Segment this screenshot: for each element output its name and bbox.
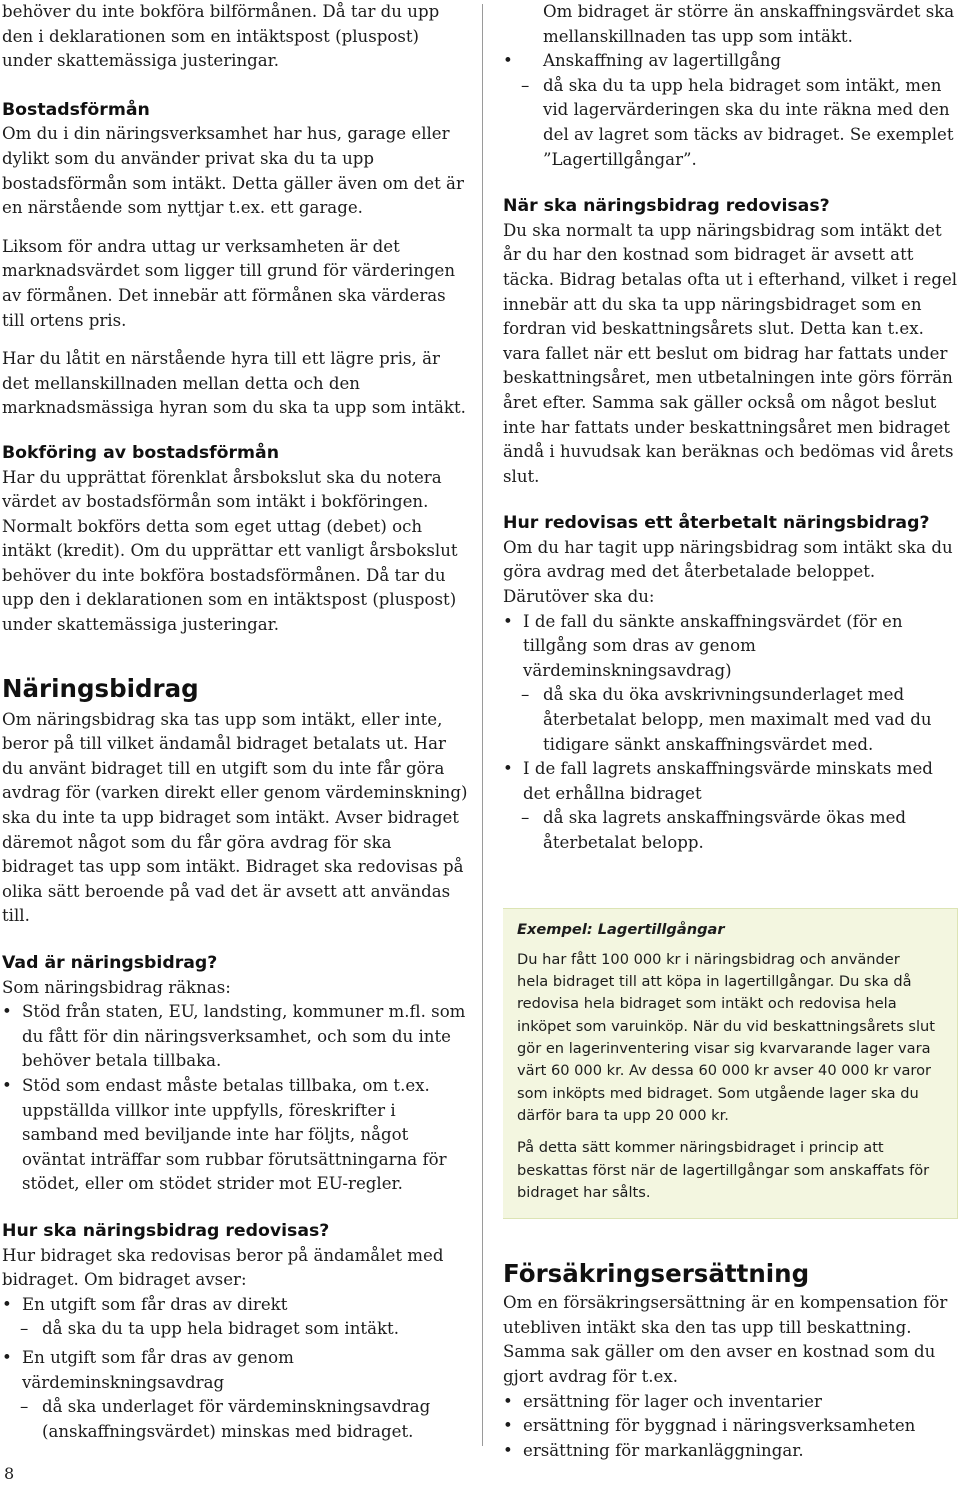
list-item: • ersättning för markanläggningar. (503, 1439, 958, 1464)
list-item: • Stöd från staten, EU, landsting, kommuner m.fl. som du fått för din näringsverksamhet, och som du inte behöver betala tillbaka. (2, 1000, 468, 1074)
list-item (503, 610, 958, 758)
paragraph: Om du i din näringsverksamhet har hus, garage eller dylikt som du använder privat ska du ta upp bostadsförmån som intäkt. Detta gäller även om det är en närstående som nyttjar t.ex. ett garage. (2, 124, 464, 218)
paragraph: Hur bidraget ska redovisas beror på ändamålet med bidraget. Om bidraget avser: (2, 1245, 444, 1290)
list-item-text: En utgift som får dras av direkt (22, 1294, 288, 1314)
heading-bostadsforman: Bostadsförmån (2, 99, 150, 120)
bullet-list (503, 1390, 958, 1464)
list-item (503, 49, 958, 172)
example-title: Exempel: Lagertillgångar (517, 920, 725, 938)
dash-item: – då ska du öka avskrivningsunderlaget med återbetalat belopp, men maximalt med vad du tidigare sänkt anskaffningsvärdet med. (503, 683, 958, 757)
dash-item: – då ska du ta upp hela bidraget som intäkt. (2, 1317, 468, 1342)
heading-bokforing: Bokföring av bostadsförmån (2, 442, 279, 463)
paragraph: behöver du inte bokföra bilförmånen. Då tar du upp den i deklarationen som en intäktspost (pluspost) under skattemässiga justeringar. (2, 2, 440, 71)
paragraph: Om bidraget är större än anskaffningsvärdet ska mellanskillnaden tas upp som intäkt. (543, 2, 955, 46)
example-paragraph: Du har fått 100 000 kr i näringsbidrag och använder hela bidraget till att köpa in lagertillgångar. Du ska då redovisa hela bidraget som intäkt och redovisa hela inköpet som varuinköp. När du vid beskattningsårets slut gör en lagerinventering visar sig kvarvarande lager vara värt 60 000 kr. Av dessa 60 000 kr avser 40 000 kr varor som inköpts med bidraget. Som utgående lager ska du därför bara ta upp 20 000 kr. (517, 950, 935, 1124)
paragraph: Om du har tagit upp näringsbidrag som intäkt ska du göra avdrag med det återbetalade beloppet. Därutöver ska du: (503, 537, 953, 607)
heading-aterbetalt: Hur redovisas ett återbetalt näringsbidrag? (503, 513, 930, 534)
paragraph: Har du upprättat förenklat årsbokslut ska du notera värdet av bostadsförmån som intäkt i bokföringen. Normalt bokförs detta som eget uttag (debet) och intäkt (kredit). Om du upprättar ett vanligt årsbokslut behöver du inte bokföra bostadsförmånen. Då tar du upp den i deklarationen som en intäktspost (pluspost) under skattemässiga justeringar. (2, 467, 458, 635)
list-item (503, 757, 958, 855)
list-item-text: I de fall lagrets anskaffningsvärde minskats med det erhållna bidraget (523, 759, 933, 803)
dash-item: – då ska du ta upp hela bidraget som intäkt, men vid lagervärderingen ska du inte räkna med den del av lagret som täcks av bidraget. Se exemplet ”Lagertillgångar”. (503, 74, 958, 172)
paragraph: Har du låtit en närstående hyra till ett lägre pris, är det mellanskillnaden mellan detta och den marknadsmässiga hyran som du ska ta upp som intäkt. (2, 349, 466, 418)
paragraph: Liksom för andra uttag ur verksamheten är det marknadsvärdet som ligger till grund för värderingen av förmånen. Det innebär att förmånen ska värderas till ortens pris. (2, 236, 456, 330)
column-divider (482, 4, 483, 1446)
heading-vad-ar-naringsbidrag: Vad är näringsbidrag? (2, 953, 218, 973)
example-paragraph: På detta sätt kommer näringsbidraget i princip att beskattas först när de lagertillgångar som anskaffats för bidraget har sålts. (517, 1139, 930, 1201)
page-number: 8 (4, 1464, 15, 1483)
example-box (503, 908, 958, 1220)
list-item (2, 1346, 468, 1444)
list-item-text: I de fall du sänkte anskaffningsvärdet (för en tillgång som dras av genom värdeminskningsavdrag) (523, 611, 903, 680)
bullet-list (503, 49, 958, 172)
right-column (503, 0, 958, 1463)
list-item: • ersättning för lager och inventarier (503, 1390, 958, 1415)
dash-item: – då ska underlaget för värdeminskningsavdrag (anskaffningsvärdet) minskas med bidraget. (2, 1395, 468, 1444)
paragraph: Om näringsbidrag ska tas upp som intäkt, eller inte, beror på till vilket ändamål bidraget betalats ut. Har du använt bidraget till en utgift som du inte får göra avdrag för (varken direkt eller genom värdeminskning) ska du inte ta upp bidraget som intäkt. Avser bidraget däremot något som du får göra avdrag för ska bidraget tas upp som intäkt. Bidraget ska redovisas på olika sätt beroende på vad det är avsett att användas till. (2, 709, 468, 926)
bullet-list (2, 1000, 468, 1197)
list-item: • ersättning för byggnad i näringsverksamheten (503, 1414, 958, 1439)
list-item (2, 1293, 468, 1342)
paragraph: Som näringsbidrag räknas: (2, 977, 231, 997)
paragraph: Om en försäkringsersättning är en kompensation för utebliven intäkt ska den tas upp till beskattning. Samma sak gäller om den avser en kostnad som du gjort avdrag för t.ex. (503, 1293, 948, 1386)
dash-item: – då ska lagrets anskaffningsvärde ökas med återbetalat belopp. (503, 806, 958, 855)
left-column (2, 0, 468, 1444)
heading-naringsbidrag: Näringsbidrag (2, 673, 199, 703)
heading-nar-redovisas: När ska näringsbidrag redovisas? (503, 196, 830, 217)
list-item-text: En utgift som får dras av genom värdeminskningsavdrag (22, 1347, 294, 1392)
list-item-text: Anskaffning av lagertillgång (543, 51, 782, 71)
bullet-list (2, 1293, 468, 1445)
heading-hur-redovisas: Hur ska näringsbidrag redovisas? (2, 1220, 330, 1241)
list-item: • Stöd som endast måste betalas tillbaka, om t.ex. uppställda villkor inte uppfylls, föreskrifter i samband med beviljande inte har följts, något oväntat inträffar som rubbar förutsättningarna för stödet, eller om stödet strider mot EU-regler. (2, 1074, 468, 1197)
heading-forsakringsersattning: Försäkringsersättning (503, 1259, 810, 1289)
bullet-list (503, 610, 958, 856)
paragraph: Du ska normalt ta upp näringsbidrag som intäkt det år du har den kostnad som bidraget är avsett att täcka. Bidrag betalas ofta ut i efterhand, vilket i regel innebär att du ska ta upp näringsbidraget som en fordran vid beskattningsårets slut. Detta kan t.ex. vara fallet när ett beslut om bidrag har fattats under beskattningsåret, men utbetalningen inte görs förrän året efter. Samma sak gäller också om något beslut inte har fattats under beskattningsåret men bidraget ändå i huvudsak kan beräknas och bedömas vid årets slut. (503, 220, 958, 486)
